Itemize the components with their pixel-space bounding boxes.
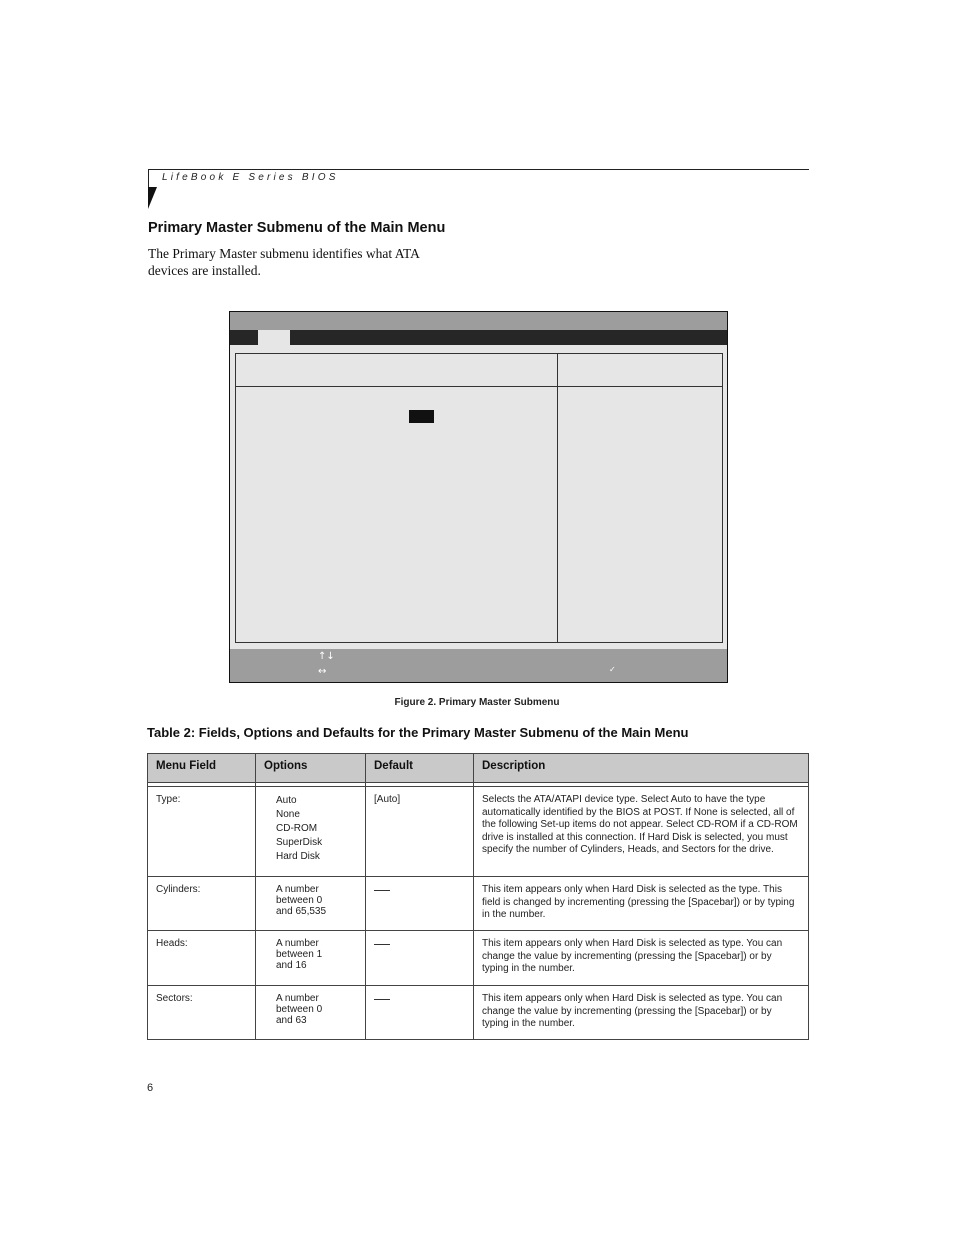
header-menu-field: Menu Field bbox=[148, 754, 256, 783]
option-item: A number bbox=[276, 884, 319, 895]
table-title: Table 2: Fields, Options and Defaults for the Primary Master Submenu of the Main Menu bbox=[147, 725, 689, 740]
header-description: Description bbox=[474, 754, 809, 783]
bios-help-column-divider bbox=[557, 354, 558, 642]
bios-screen-figure bbox=[229, 311, 728, 683]
header-options: Options bbox=[256, 754, 366, 783]
section-title: Primary Master Submenu of the Main Menu bbox=[148, 220, 446, 236]
option-item: SuperDisk bbox=[276, 837, 323, 848]
cell-default bbox=[366, 877, 474, 931]
option-item: None bbox=[276, 809, 300, 820]
running-header: LifeBook E Series BIOS bbox=[162, 172, 339, 183]
em-dash bbox=[374, 999, 390, 1000]
cell-options bbox=[256, 931, 366, 986]
bios-panel-header-rule bbox=[236, 386, 722, 387]
option-item: and 16 bbox=[276, 960, 307, 971]
cell-field: Heads: bbox=[148, 931, 256, 986]
cell-default bbox=[366, 986, 474, 1040]
option-item: and 65,535 bbox=[276, 906, 327, 917]
cell-options bbox=[256, 787, 366, 877]
cell-field: Cylinders: bbox=[148, 877, 256, 931]
bios-title-bar bbox=[230, 312, 727, 330]
options-table bbox=[147, 753, 809, 1040]
cell-options bbox=[256, 986, 366, 1040]
header-stem bbox=[148, 169, 149, 187]
cell-field: Type: bbox=[148, 787, 256, 877]
bios-menu-bar bbox=[230, 330, 727, 345]
cell-options bbox=[256, 877, 366, 931]
header-default: Default bbox=[366, 754, 474, 783]
option-item: Auto bbox=[276, 795, 297, 806]
option-item: between 0 bbox=[276, 1004, 323, 1015]
option-item: between 0 bbox=[276, 895, 323, 906]
option-item: A number bbox=[276, 993, 319, 1004]
em-dash bbox=[374, 944, 390, 945]
cell-field: Sectors: bbox=[148, 986, 256, 1040]
cell-default: [Auto] bbox=[366, 787, 474, 877]
option-item: and 63 bbox=[276, 1015, 307, 1026]
cell-description: This item appears only when Hard Disk is selected as the type. This field is changed by incrementing (pressing the [Spacebar]) or by typing in the number. bbox=[474, 877, 809, 931]
table-row-heads bbox=[148, 931, 809, 986]
intro-paragraph: The Primary Master submenu identifies what ATA devices are installed. bbox=[148, 246, 420, 278]
table-row-type bbox=[148, 787, 809, 877]
page-number: 6 bbox=[147, 1082, 154, 1094]
header-wedge-mark bbox=[148, 187, 157, 209]
left-right-arrows-icon: ↔ bbox=[318, 666, 327, 677]
cell-description: Selects the ATA/ATAPI device type. Select Auto to have the type automatically identified by the BIOS at POST. If None is selected, all of the following Set-up items do not appear. Select CD-ROM if a CD-ROM drive is installed at this connection. If Hard Disk is selected, you must specify the number of Cylinders, Heads, and Sectors for the drive. bbox=[474, 787, 809, 877]
up-down-arrows-icon: ↑↓ bbox=[318, 651, 335, 662]
table-row-sectors bbox=[148, 986, 809, 1040]
table-row-cylinders bbox=[148, 877, 809, 931]
bios-settings-panel bbox=[235, 353, 723, 643]
option-item: Hard Disk bbox=[276, 851, 320, 862]
tick-icon: ✓ bbox=[609, 665, 616, 674]
em-dash bbox=[374, 890, 390, 891]
bios-key-legend bbox=[230, 649, 727, 682]
bios-selected-value bbox=[409, 410, 434, 423]
cell-default bbox=[366, 931, 474, 986]
option-item: CD-ROM bbox=[276, 823, 318, 834]
option-item: A number bbox=[276, 938, 319, 949]
cell-description: This item appears only when Hard Disk is selected as type. You can change the value by incrementing (pressing the [Spacebar]) or by typing in the number. bbox=[474, 931, 809, 986]
cell-description: This item appears only when Hard Disk is selected as type. You can change the value by incrementing (pressing the [Spacebar]) or by typing in the number. bbox=[474, 986, 809, 1040]
bios-active-tab bbox=[258, 330, 290, 345]
table-header-row bbox=[148, 754, 809, 783]
option-item: between 1 bbox=[276, 949, 323, 960]
header-rule bbox=[148, 169, 809, 170]
figure-caption: Figure 2. Primary Master Submenu bbox=[394, 697, 560, 708]
